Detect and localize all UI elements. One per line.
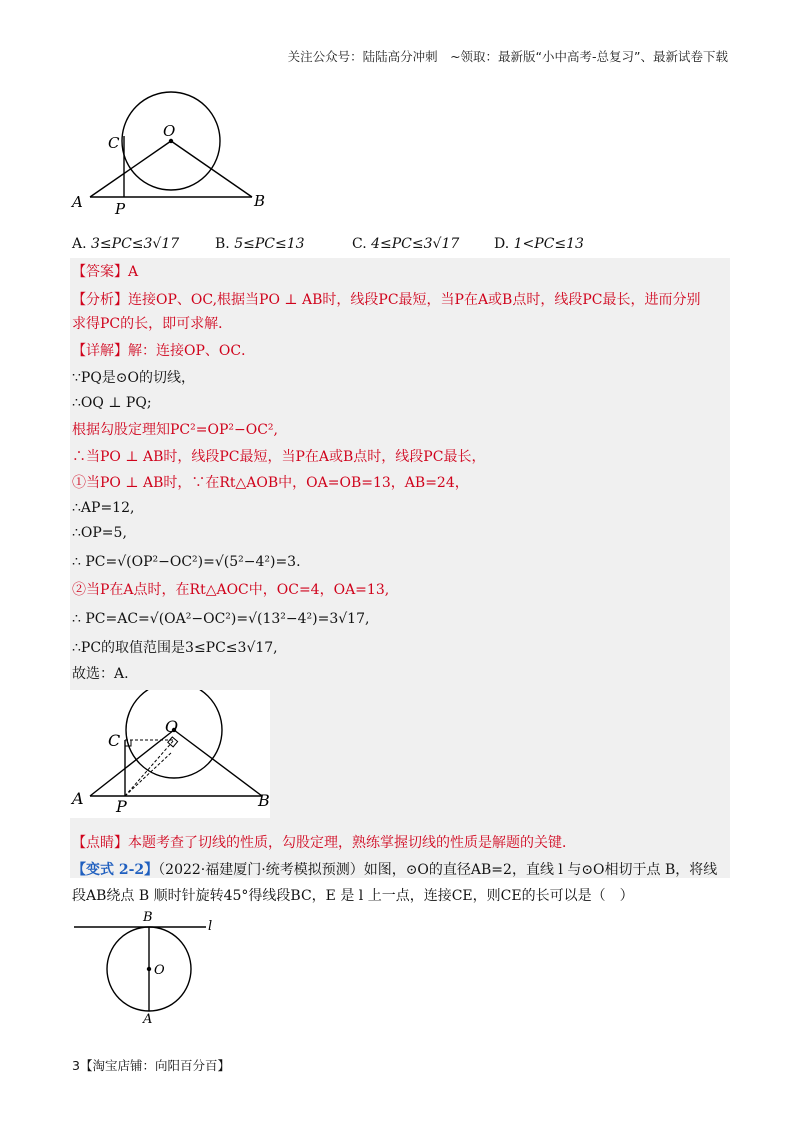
dashed-pq [125,752,172,796]
detail-title: 【详解】解：连接OP、OC． [72,343,256,359]
step-7: ∴OP=5, [72,525,127,541]
label-o: O [165,717,179,736]
analysis-line-1: 【分析】连接OP、OC,根据当PO ⊥ AB时，线段PC最短，当P在A或B点时，线段PC最长，进而分别 [72,292,701,308]
label-a: A [72,789,84,808]
variant-line-1: 【变式 2-2】（2022·福建厦门·统考模拟预测）如图，⊙O的直径AB=2，直线 l 与⊙O相切于点 B，将线 [72,862,718,878]
option-d: D. 1<PC≤13 [494,236,584,252]
label-l: l [208,919,213,934]
label-o: O [163,122,176,140]
label-a: A [143,1012,153,1026]
analysis-line-2: 求得PC的长，即可求解． [72,316,233,332]
step-9: ②当P在A点时，在Rt△AOC中，OC=4，OA=13, [72,582,390,598]
comment-line: 【点睛】本题考查了切线的性质，勾股定理，熟练掌握切线的性质是解题的关键． [72,835,576,851]
step-5: ①当PO ⊥ AB时，∵在Rt△AOB中，OA=OB=13，AB=24， [72,475,469,491]
variant-line-2: 段AB绕点 B 顺时针旋转45°得线段BC，E 是 l 上一点，连接CE，则CE的长可以是（ ） [72,888,634,904]
step-10: ∴ PC=AC=√(OA²−OC²)=√(13²−4²)=3√17, [72,611,370,627]
label-b: B [143,910,153,925]
label-b: B [258,791,270,810]
step-3: 根据勾股定理知PC²=OP²−OC², [72,422,278,438]
step-1: ∵PQ是⊙O的切线， [72,370,196,386]
figure-circle-tangent-1 [70,88,280,218]
page-header: 关注公众号：陆陆高分冲刺 ~领取：最新版“小中高考-总复习”、最新试卷下载 [287,49,728,64]
figure-circle-tangent-3 [72,908,222,1026]
step-6: ∴AP=12, [72,500,135,516]
page-footer: 3【淘宝店铺：向阳百分百】 [72,1058,230,1073]
label-c: C [108,134,120,152]
label-p: P [115,200,126,218]
step-8: ∴ PC=√(OP²−OC²)=√(5²−4²)=3. [72,554,301,570]
option-b: B. 5≤PC≤13 [215,236,305,252]
label-p: P [116,797,127,816]
center-dot [147,967,151,971]
label-c: C [108,731,121,750]
option-c: C. 4≤PC≤3√17 [352,236,460,252]
step-12: 故选：A. [72,666,129,682]
step-2: ∴OQ ⊥ PQ; [72,395,152,411]
figure-circle-tangent-2 [70,690,270,818]
segment-ob [174,730,262,796]
answer-line: 【答案】A [72,264,139,280]
label-b: B [254,192,266,210]
variant-tag: 【变式 2-2】 [72,862,159,878]
step-4: ∴当PO ⊥ AB时，线段PC最短，当P在A或B点时，线段PC最长， [72,449,486,465]
step-11: ∴PC的取值范围是3≤PC≤3√17, [72,640,278,656]
label-a: A [72,193,83,211]
label-o: O [154,963,165,978]
option-a: A. 3≤PC≤3√17 [72,236,180,252]
